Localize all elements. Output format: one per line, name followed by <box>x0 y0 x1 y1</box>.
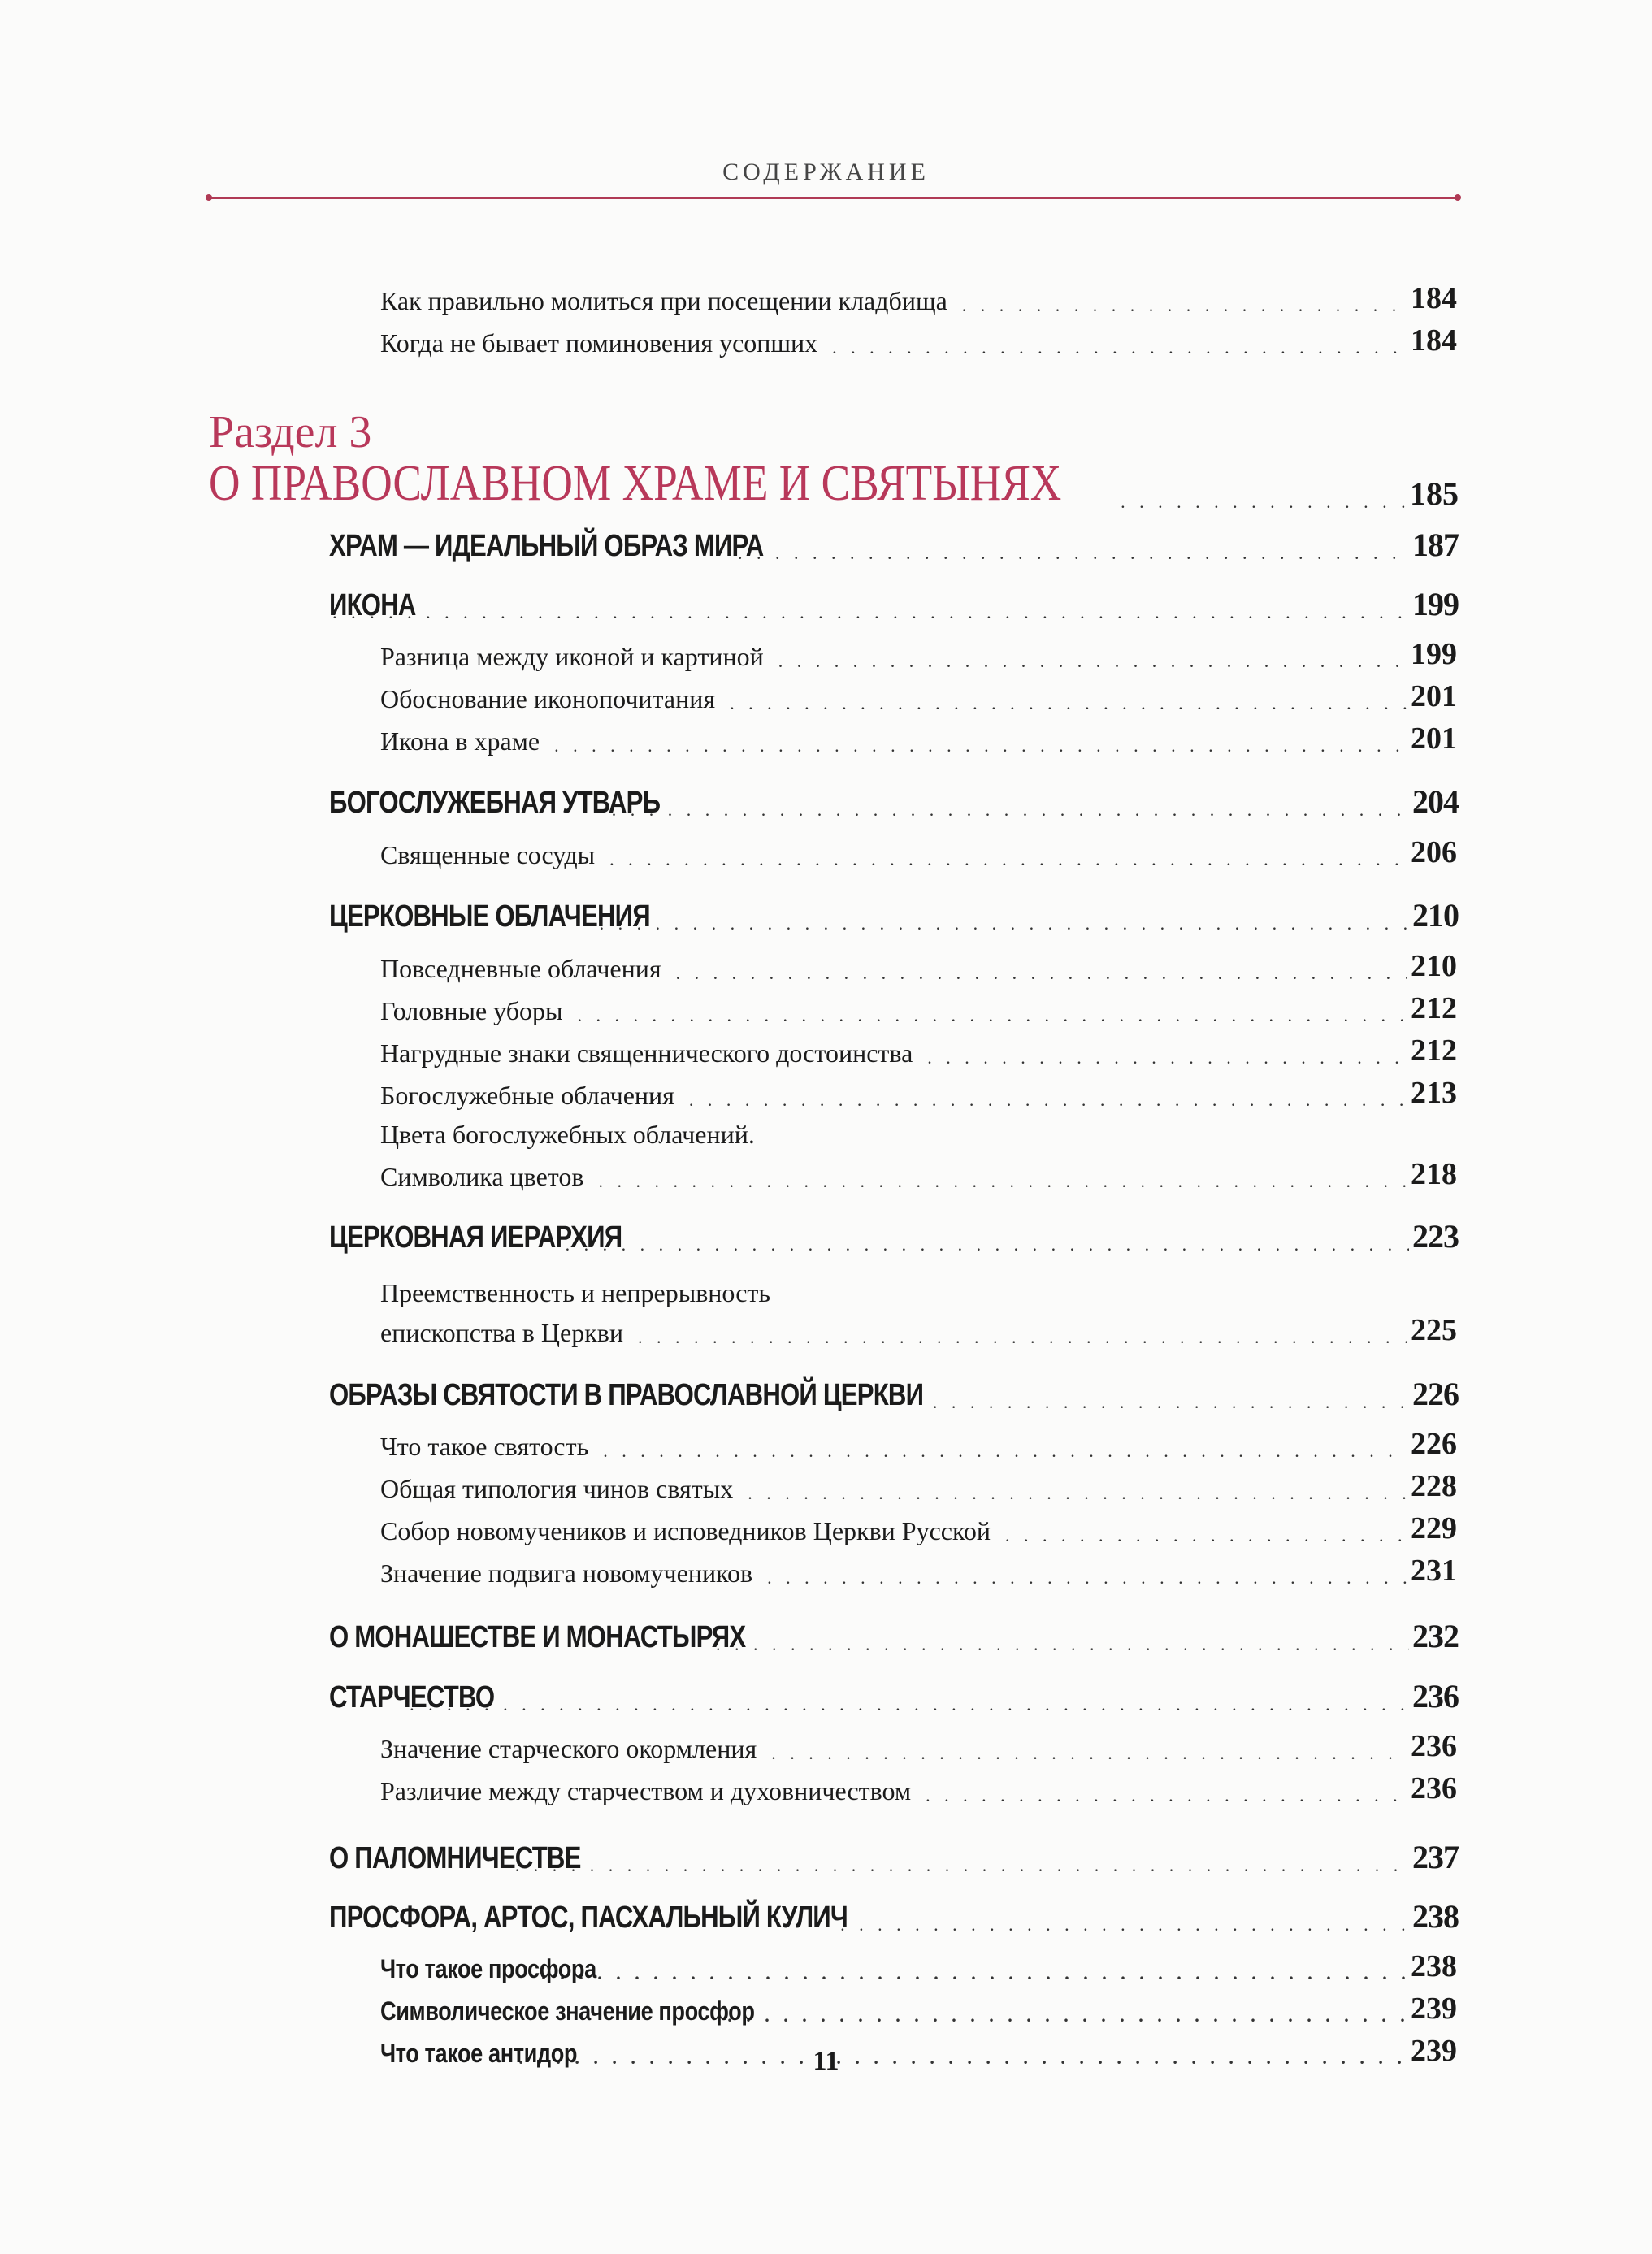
page-number: 11 <box>813 2046 839 2076</box>
dot-leader <box>927 1047 1407 1068</box>
section-label: Раздел 3 <box>209 407 372 457</box>
chapter-entry[interactable]: ЦЕРКОВНАЯ ИЕРАРХИЯ . . . 223 <box>329 1217 1459 1255</box>
dot-leader <box>767 1567 1407 1589</box>
dot-leader <box>771 1743 1407 1764</box>
toc-entry[interactable]: Что такое антидор . . . 239 <box>380 2033 1457 2069</box>
toc-entry[interactable]: епископства в Церкви . . . 225 <box>380 1312 1457 1348</box>
toc-entry[interactable]: Символика цветов . . . 218 <box>380 1156 1457 1192</box>
dot-leader <box>1005 1525 1407 1546</box>
toc-entry[interactable]: Когда не бывает поминовения усопших . . . 184 <box>380 323 1457 358</box>
dot-leader <box>598 1171 1407 1192</box>
dot-leader <box>727 2005 1407 2026</box>
toc-entry[interactable]: Значение подвига новомучеников . . . 231 <box>380 1553 1457 1589</box>
dot-leader <box>554 735 1407 756</box>
dot-leader <box>738 543 1409 564</box>
dot-leader <box>566 1234 1409 1255</box>
toc-entry[interactable]: Обоснование иконопочитания . . . 201 <box>380 678 1457 714</box>
chapter-entry[interactable]: ИКОНА . . . 199 <box>329 585 1459 623</box>
dot-leader <box>926 1785 1407 1806</box>
toc-entry[interactable]: Священные сосуды . . . 206 <box>380 834 1457 870</box>
toc-entry[interactable]: Что такое святость . . . 226 <box>380 1426 1457 1462</box>
toc-entry[interactable]: Что такое просфора . . . 238 <box>380 1948 1457 1984</box>
toc-entry-line1: Преемственность и непрерывность <box>380 1278 770 1307</box>
section-title-row[interactable]: О ПРАВОСЛАВНОМ ХРАМЕ И СВЯТЫНЯХ . . . 185 <box>209 455 1459 513</box>
chapter-entry[interactable]: БОГОСЛУЖЕБНАЯ УТВАРЬ . . . 204 <box>329 782 1459 821</box>
dot-leader <box>515 1855 1409 1876</box>
chapter-entry[interactable]: ОБРАЗЫ СВЯТОСТИ В ПРАВОСЛАВНОЙ ЦЕРКВИ . . . 226 <box>329 1375 1459 1413</box>
dot-leader <box>716 1634 1409 1655</box>
chapter-entry[interactable]: О ПАЛОМНИЧЕСТВЕ . . . 237 <box>329 1838 1459 1876</box>
toc-entry[interactable]: Как правильно молиться при посещении кладбища . . . 184 <box>380 280 1457 316</box>
toc-entry[interactable]: Нагрудные знаки священнического достоинства . . . 212 <box>380 1033 1457 1068</box>
toc-entry[interactable]: Значение старческого окормления . . . 236 <box>380 1728 1457 1764</box>
chapter-entry[interactable]: ХРАМ — ИДЕАЛЬНЫЙ ОБРАЗ МИРА . . . 187 <box>329 526 1459 564</box>
dot-leader <box>410 1694 1409 1715</box>
toc-entry[interactable]: Головные уборы . . . 212 <box>380 990 1457 1026</box>
chapter-entry[interactable]: СТАРЧЕСТВО . . . 236 <box>329 1677 1459 1715</box>
toc-entry[interactable]: Повседневные облачения . . . 210 <box>380 948 1457 984</box>
dot-leader <box>612 800 1409 821</box>
dot-leader <box>778 651 1407 672</box>
dot-leader <box>933 1392 1409 1413</box>
dot-leader <box>603 1441 1407 1462</box>
toc-entry[interactable]: Различие между старчеством и духовничеством . . . 236 <box>380 1771 1457 1806</box>
dot-leader <box>578 1005 1407 1026</box>
dot-leader <box>609 849 1407 870</box>
dot-leader <box>748 1483 1407 1504</box>
dot-leader <box>689 1090 1407 1111</box>
toc-entry[interactable]: Богослужебные облачения . . . 213 <box>380 1075 1457 1111</box>
dot-leader <box>730 693 1407 714</box>
chapter-entry[interactable]: О МОНАШЕСТВЕ И МОНАСТЫРЯХ . . . 232 <box>329 1617 1459 1655</box>
toc-entry[interactable]: Разница между иконой и картиной . . . 199 <box>380 636 1457 672</box>
dot-leader <box>541 1963 1407 1984</box>
toc-entry[interactable]: Собор новомучеников и исповедников Церкви Русской . . . 229 <box>380 1511 1457 1546</box>
dot-leader <box>832 337 1407 358</box>
dot-leader <box>638 1327 1407 1348</box>
chapter-entry[interactable]: ЦЕРКОВНЫЕ ОБЛАЧЕНИЯ . . . 210 <box>329 896 1459 934</box>
running-head: СОДЕРЖАНИЕ <box>722 158 930 185</box>
chapter-entry[interactable]: ПРОСФОРА, АРТОС, ПАСХАЛЬНЫЙ КУЛИЧ . . . 238 <box>329 1897 1459 1935</box>
toc-entry[interactable]: Символическое значение просфор . . . 239 <box>380 1991 1457 2026</box>
toc-entry[interactable]: Общая типология чинов святых . . . 228 <box>380 1468 1457 1504</box>
toc-entry-line1: Цвета богослужебных облачений. <box>380 1120 755 1149</box>
dot-leader <box>840 1914 1409 1935</box>
dot-leader <box>962 295 1407 316</box>
toc-entry[interactable]: Икона в храме . . . 201 <box>380 721 1457 756</box>
section-title: О ПРАВОСЛАВНОМ ХРАМЕ И СВЯТЫНЯХ <box>209 456 1062 511</box>
dot-leader <box>1121 492 1410 513</box>
dot-leader <box>329 602 1409 623</box>
dot-leader <box>600 913 1409 934</box>
dot-leader <box>676 963 1407 984</box>
